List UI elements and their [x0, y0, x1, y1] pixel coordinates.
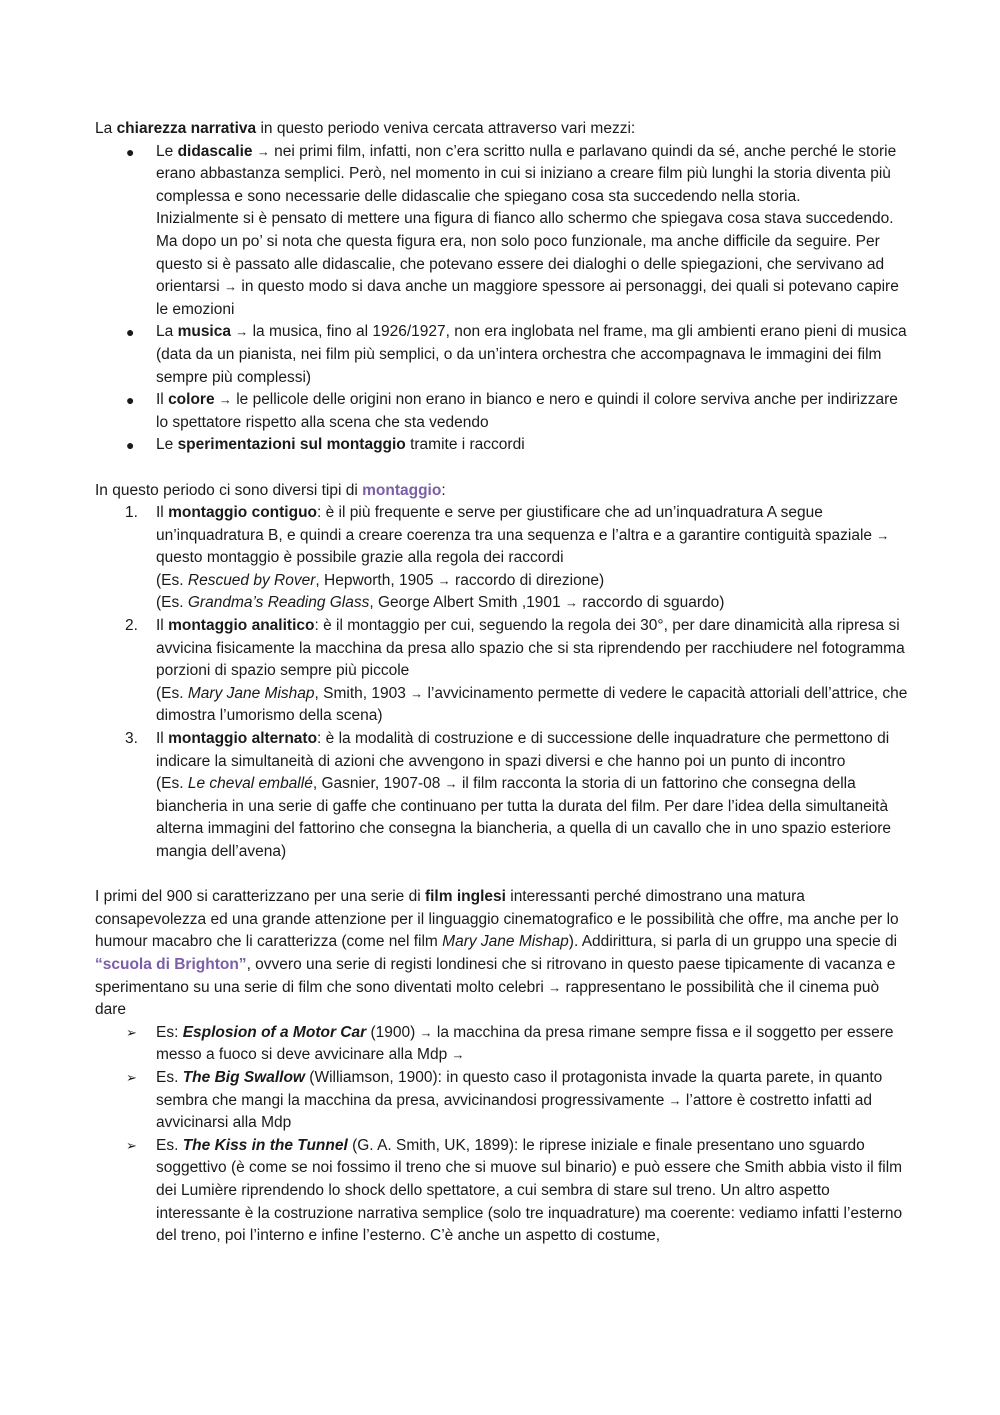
intro-paragraph: [95, 118, 912, 141]
intro-post: in questo periodo veniva cercata attraverso vari mezzi:: [256, 120, 636, 137]
montaggio-keyword: montaggio: [362, 481, 442, 499]
british-films-paragraph: I primi del 900 si caratterizzano per una serie di film inglesi interessanti perché dimostrano una matura consapevolezza ed una grande attenzione per il linguaggio cinematografico e le possibilità che offre, ma anche per lo humour macabro che li caratterizza (come nel film Mary Jane Mishap). Addirittura, si parla di un gruppo una specie di “scuola di Brighton”, ovvero una serie di registi londinesi che si ritrovano in questo paese tipicamente di vacanza e sperimentano su una serie di film che sono diventati molto celebri → rappresentano le possibilità che il cinema può dare: [95, 888, 899, 1019]
list-number: 3.: [125, 730, 138, 748]
arrow-icon: →: [218, 392, 232, 408]
list-item: ➢ Es. The Kiss in the Tunnel (G. A. Smith, UK, 1899): le riprese iniziale e finale presentano uno sguardo soggettivo (è come se noi fossimo il treno che si muove sul binario) e può essere che Smith abbia visto il film dei Lumière riprendendo lo shock dello spettatore, a cui sembra di stare sul treno. Un altro aspetto interessante è la costruzione narrativa semplice (solo tre inquadrature) ma coerente: vediamo infatti l’esterno del treno, poi l’interno e infine l’esterno. C’è anche un aspetto di costume,: [126, 1136, 903, 1245]
arrow-icon: →: [419, 1024, 433, 1040]
arrow-icon: →: [451, 1047, 465, 1063]
list-item: 3. Il montaggio alternato: è la modalità di costruzione e di successione delle inquadrature che permettono di indicare la simultaneità di azioni che avvengono in spazi diversi e che hanno poi un punto di incontro (Es. Le cheval emballé, Gasnier, 1907-08 → il film racconta la storia di un fattorino che consegna della biancheria in una serie di gaffe che continuano per tutta la durata del film. Per dare l’idea della simultaneità alterna immagini del fattorino che consegna la biancheria, a quella di un cavallo che in uno spazio esteriore mangia dell’avena): [125, 730, 891, 860]
montage-intro: In questo periodo ci sono diversi tipi di montaggio:: [95, 481, 446, 499]
arrow-icon: →: [668, 1092, 682, 1108]
bullet-icon: ●: [126, 143, 135, 160]
arrow-icon: →: [876, 527, 890, 543]
arrow-icon: →: [410, 685, 424, 701]
spacer: [95, 864, 912, 887]
bullet-icon: ●: [126, 392, 135, 409]
arrow-icon: →: [235, 324, 249, 340]
arrow-icon: →: [256, 143, 270, 159]
list-item: ● La musica → la musica, fino al 1926/1927, non era inglobata nel frame, ma gli ambienti erano pieni di musica (data da un pianista, nei film più semplici, o da un’intera orchestra che accompagnava le immagini dei film sempre più complessi): [126, 323, 907, 386]
arrowhead-bullet-icon: ➢: [126, 1024, 137, 1040]
arrow-icon: →: [437, 572, 451, 588]
list-item: ● Le sperimentazioni sul montaggio tramite i raccordi: [95, 434, 912, 457]
montage-list: [95, 502, 912, 864]
arrow-icon: →: [564, 595, 578, 611]
list-item: ● Il colore → le pellicole delle origini non erano in bianco e nero e quindi il colore serviva anche per indirizzare lo spettatore rispetto alla scena che sta vedendo: [126, 391, 898, 431]
arrow-icon: →: [224, 279, 238, 295]
arrow-icon: →: [548, 979, 562, 995]
list-number: 2.: [125, 617, 138, 635]
list-item: 1. Il montaggio contiguo: è il più frequente e serve per giustificare che ad un’inquadratura A segue un’inquadratura B, e quindi a creare coerenza tra una sequenza e l’altra e a garantire contiguità spaziale → questo montaggio è possibile grazie alla regola dei raccordi (Es. Rescued by Rover, Hepworth, 1905 → raccordo di direzione) (Es. Grandma’s Reading Glass, George Albert Smith ,1901 → raccordo di sguardo): [125, 504, 890, 612]
list-item: ● Le didascalie → nei primi film, infatti, non c’era scritto nulla e parlavano quindi da sé, anche perché le storie erano abbastanza semplici. Però, nel momento in cui si iniziano a creare film più lunghi la storia diventa più complessa e sono necessarie delle didascalie che spiegano cosa sta succedendo nella storia. Inizialmente si è pensato di mettere una figura di fianco allo schermo che spiegava cosa stava succedendo. Ma dopo un po’ si nota che questa figura era, non solo poco funzionale, ma anche difficile da seguire. Per questo si è passato alle didascalie, che potevano essere dei dialoghi o delle spiegazioni, che servivano ad orientarsi → in questo modo si dava anche un maggiore spessore ai personaggi, dei quali si potevano capire le emozioni: [126, 142, 899, 318]
intro-pre: La: [95, 120, 117, 137]
document-body: [95, 118, 912, 1248]
bullet-icon: ●: [126, 437, 135, 454]
arrowhead-bullet-icon: ➢: [126, 1069, 137, 1085]
films-list: [95, 1022, 912, 1248]
list-item: ➢ Es. The Big Swallow (Williamson, 1900): in questo caso il protagonista invade la quarta parete, in quanto sembra che mangi la macchina da presa, avvicinandosi progressivamente → l’attore è costretto infatti ad avvicinarsi alla Mdp: [126, 1068, 883, 1132]
bullet-icon: ●: [126, 324, 135, 341]
list-number: 1.: [125, 504, 138, 522]
list-item: 2. Il montaggio analitico: è il montaggio per cui, seguendo la regola dei 30°, per dare dinamicità alla ripresa si avvicina fisicamente la macchina da presa allo spazio che si sta riprendendo per racchiudere nel fotogramma porzioni di spazio sempre più piccole (Es. Mary Jane Mishap, Smith, 1903 → l’avvicinamento permette di vedere le capacità attoriali dell’attrice, che dimostra l’umorismo della scena): [125, 617, 908, 725]
brighton-keyword: “scuola di Brighton”: [95, 955, 247, 973]
arrow-icon: →: [444, 776, 458, 792]
list-item: ➢ Es: Esplosion of a Motor Car (1900) → la macchina da presa rimane sempre fissa e il soggetto per essere messo a fuoco si deve avvicinare alla Mdp →: [126, 1023, 894, 1064]
arrowhead-bullet-icon: ➢: [126, 1137, 137, 1153]
means-list: [95, 141, 912, 457]
spacer: [95, 457, 912, 480]
intro-bold: chiarezza narrativa: [116, 120, 257, 137]
